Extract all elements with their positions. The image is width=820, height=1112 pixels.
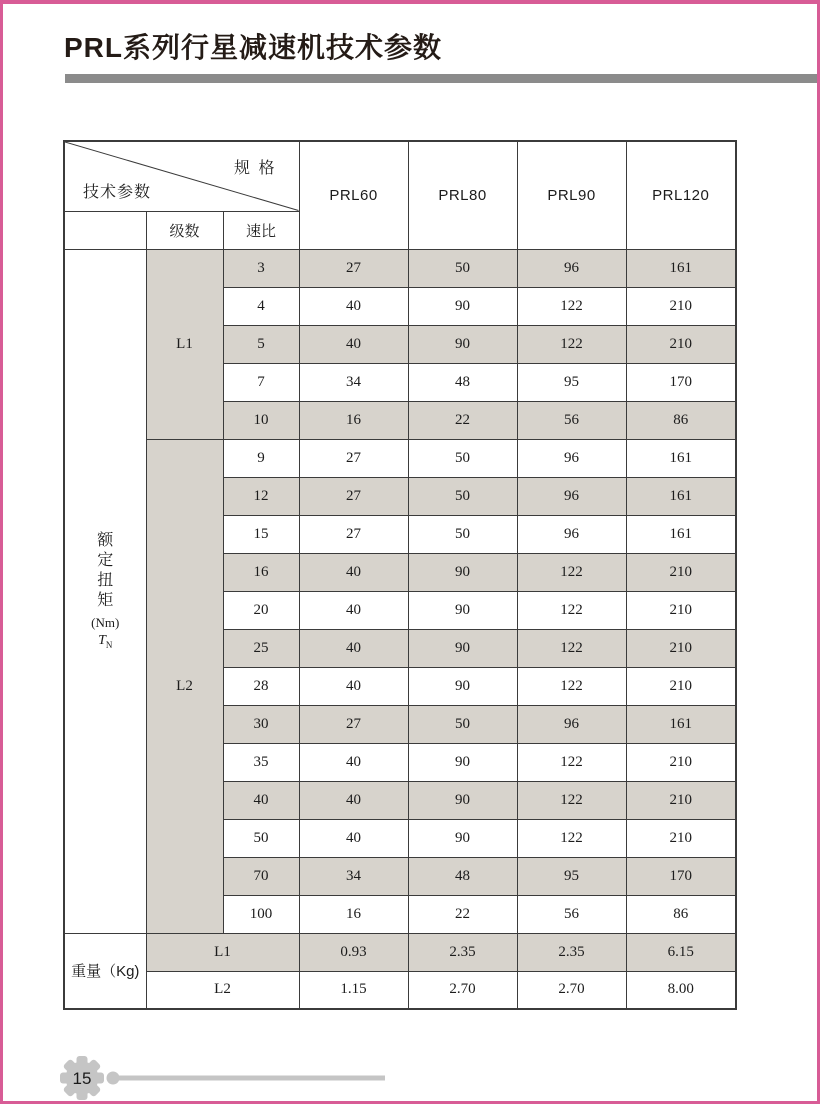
value-cell: 96	[517, 439, 626, 477]
value-cell: 22	[408, 895, 517, 933]
spec-table	[63, 140, 737, 1010]
subheader-stage: 级数	[146, 211, 223, 249]
value-cell: 161	[626, 477, 736, 515]
value-cell: 90	[408, 553, 517, 591]
value-cell: 16	[299, 401, 408, 439]
value-cell: 48	[408, 857, 517, 895]
value-cell: 50	[408, 477, 517, 515]
ratio-cell: 3	[223, 249, 299, 287]
ratio-cell: 70	[223, 857, 299, 895]
value-cell: 210	[626, 325, 736, 363]
value-cell: 86	[626, 401, 736, 439]
column-header-prl120: PRL120	[626, 141, 736, 249]
value-cell: 210	[626, 743, 736, 781]
ratio-cell: 9	[223, 439, 299, 477]
value-cell: 27	[299, 705, 408, 743]
title-underline-bar	[65, 74, 817, 83]
value-cell: 90	[408, 781, 517, 819]
value-cell: 6.15	[626, 933, 736, 971]
corner-cell	[64, 141, 299, 211]
ratio-cell: 30	[223, 705, 299, 743]
value-cell: 210	[626, 553, 736, 591]
subheader-ratio: 速比	[223, 211, 299, 249]
value-cell: 210	[626, 287, 736, 325]
value-cell: 16	[299, 895, 408, 933]
ratio-row	[64, 439, 736, 477]
value-cell: 95	[517, 363, 626, 401]
value-cell: 122	[517, 781, 626, 819]
value-cell: 210	[626, 781, 736, 819]
ratio-cell: 5	[223, 325, 299, 363]
value-cell: 40	[299, 287, 408, 325]
page-number-mark	[55, 1052, 400, 1104]
torque-label-chars: 额定扭矩	[97, 532, 114, 610]
spec-table-wrapper	[63, 140, 737, 1010]
value-cell: 40	[299, 629, 408, 667]
value-cell: 27	[299, 515, 408, 553]
ratio-cell: 35	[223, 743, 299, 781]
value-cell: 96	[517, 515, 626, 553]
value-cell: 96	[517, 705, 626, 743]
value-cell: 161	[626, 439, 736, 477]
ratio-cell: 100	[223, 895, 299, 933]
value-cell: 90	[408, 591, 517, 629]
value-cell: 122	[517, 743, 626, 781]
value-cell: 210	[626, 667, 736, 705]
value-cell: 210	[626, 629, 736, 667]
value-cell: 90	[408, 667, 517, 705]
value-cell: 27	[299, 477, 408, 515]
corner-label-spec: 规 格	[234, 160, 277, 177]
value-cell: 90	[408, 287, 517, 325]
value-cell: 40	[299, 819, 408, 857]
value-cell: 122	[517, 287, 626, 325]
value-cell: 210	[626, 819, 736, 857]
column-header-prl80: PRL80	[408, 141, 517, 249]
value-cell: 34	[299, 857, 408, 895]
value-cell: 56	[517, 401, 626, 439]
page-number: 15	[72, 1069, 92, 1088]
page-title: PRL系列行星减速机技术参数	[64, 32, 443, 63]
weight-row	[64, 971, 736, 1009]
value-cell: 40	[299, 667, 408, 705]
value-cell: 27	[299, 439, 408, 477]
ratio-cell: 20	[223, 591, 299, 629]
ratio-row	[64, 249, 736, 287]
value-cell: 170	[626, 857, 736, 895]
value-cell: 40	[299, 591, 408, 629]
ratio-cell: 25	[223, 629, 299, 667]
value-cell: 50	[408, 705, 517, 743]
value-cell: 1.15	[299, 971, 408, 1009]
header-row-1	[64, 141, 736, 211]
value-cell: 90	[408, 743, 517, 781]
ratio-cell: 10	[223, 401, 299, 439]
value-cell: 2.70	[408, 971, 517, 1009]
value-cell: 210	[626, 591, 736, 629]
value-cell: 8.00	[626, 971, 736, 1009]
ratio-cell: 16	[223, 553, 299, 591]
value-cell: 86	[626, 895, 736, 933]
value-cell: 2.35	[408, 933, 517, 971]
weight-stage-cell: L1	[146, 933, 299, 971]
ratio-cell: 4	[223, 287, 299, 325]
value-cell: 96	[517, 249, 626, 287]
weight-row	[64, 933, 736, 971]
weight-stage-cell: L2	[146, 971, 299, 1009]
value-cell: 50	[408, 515, 517, 553]
ratio-cell: 28	[223, 667, 299, 705]
value-cell: 40	[299, 325, 408, 363]
value-cell: 40	[299, 743, 408, 781]
stage-cell: L2	[146, 439, 223, 933]
torque-label-symbol: $T_N$	[98, 633, 113, 650]
blank-header-cell	[64, 211, 146, 249]
value-cell: 40	[299, 553, 408, 591]
value-cell: 122	[517, 325, 626, 363]
table-body	[64, 249, 736, 1009]
value-cell: 161	[626, 515, 736, 553]
column-header-prl90: PRL90	[517, 141, 626, 249]
value-cell: 40	[299, 781, 408, 819]
value-cell: 2.70	[517, 971, 626, 1009]
ratio-cell: 15	[223, 515, 299, 553]
value-cell: 95	[517, 857, 626, 895]
value-cell: 90	[408, 629, 517, 667]
value-cell: 56	[517, 895, 626, 933]
ratio-cell: 7	[223, 363, 299, 401]
value-cell: 122	[517, 667, 626, 705]
ratio-cell: 40	[223, 781, 299, 819]
value-cell: 27	[299, 249, 408, 287]
value-cell: 50	[408, 249, 517, 287]
ratio-cell: 12	[223, 477, 299, 515]
weight-label-cell: 重量（Kg)	[64, 933, 146, 1009]
value-cell: 90	[408, 819, 517, 857]
corner-label-params: 技术参数	[83, 183, 152, 201]
value-cell: 2.35	[517, 933, 626, 971]
stage-cell: L1	[146, 249, 223, 439]
value-cell: 34	[299, 363, 408, 401]
value-cell: 161	[626, 705, 736, 743]
value-cell: 96	[517, 477, 626, 515]
ratio-cell: 50	[223, 819, 299, 857]
value-cell: 122	[517, 629, 626, 667]
value-cell: 50	[408, 439, 517, 477]
torque-label-cell	[64, 249, 146, 933]
value-cell: 122	[517, 553, 626, 591]
value-cell: 161	[626, 249, 736, 287]
value-cell: 0.93	[299, 933, 408, 971]
value-cell: 170	[626, 363, 736, 401]
value-cell: 122	[517, 591, 626, 629]
value-cell: 90	[408, 325, 517, 363]
value-cell: 48	[408, 363, 517, 401]
value-cell: 122	[517, 819, 626, 857]
torque-label-unit: (Nm)	[91, 615, 120, 631]
column-header-prl60: PRL60	[299, 141, 408, 249]
value-cell: 22	[408, 401, 517, 439]
